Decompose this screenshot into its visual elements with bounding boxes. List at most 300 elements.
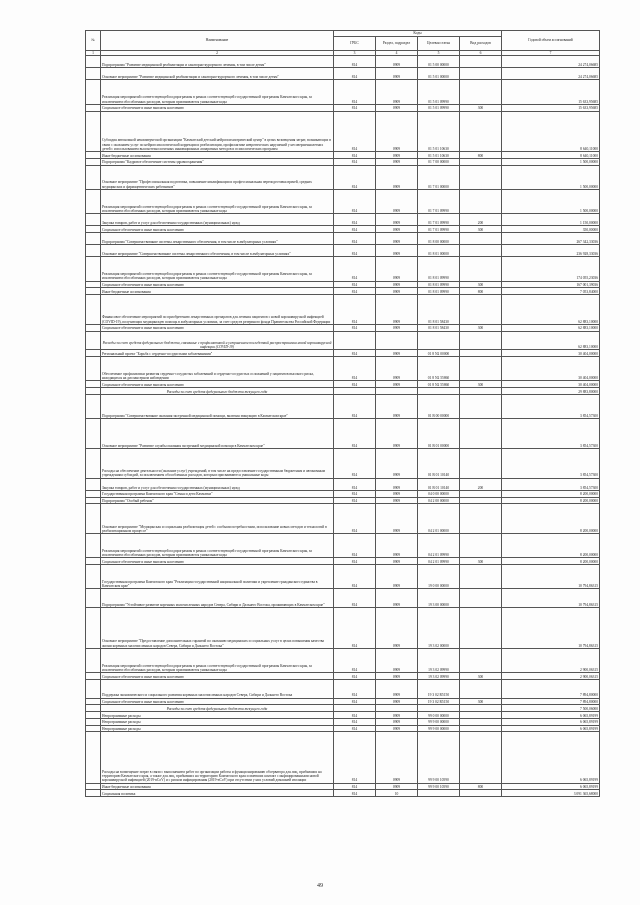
cell-expense-type: 200 — [460, 214, 502, 226]
cell-expense-type — [460, 565, 502, 589]
cell-amount: 15 633,95685 — [502, 104, 600, 111]
cell-expense-type — [460, 448, 502, 478]
cell-no — [86, 165, 101, 189]
cell-no — [86, 388, 101, 395]
cell-amount: 8 200,00000 — [502, 490, 600, 497]
table-row — [86, 165, 600, 189]
cell-no — [86, 158, 101, 165]
cell-razdel: 0909 — [376, 158, 418, 165]
cell-name: Основное мероприятие "Развитие медицинской реабилитации и санаторно-курортного лечения, в том числе детям" — [101, 68, 334, 80]
table-row — [86, 226, 600, 233]
table-row — [86, 214, 600, 226]
cell-no — [86, 324, 101, 331]
cell-expense-type — [460, 419, 502, 449]
header-expense-type: Вид расходов — [460, 37, 502, 51]
cell-razdel: 0909 — [376, 281, 418, 288]
table-row — [86, 80, 600, 104]
cell-grbs: 814 — [334, 712, 376, 719]
cell-expense-type — [460, 165, 502, 189]
cell-no — [86, 214, 101, 226]
table-row — [86, 608, 600, 649]
cell-grbs: 814 — [334, 589, 376, 608]
cell-razdel: 0909 — [376, 68, 418, 80]
cell-target-article: 04 2 01 00000 — [418, 504, 460, 534]
cell-no — [86, 152, 101, 159]
cell-grbs: 814 — [334, 490, 376, 497]
cell-name: Реализация мероприятий соответствующей подпрограммы в рамках соответствующей государственной программы Камчатского края, за исключением обособленных расходов, которым присваиваются уникальные коды — [101, 257, 334, 281]
table-row — [86, 68, 600, 80]
cell-expense-type — [460, 648, 502, 672]
cell-name: Основное мероприятие "Совершенствование системы лекарственного обеспечения, в том числе в амбулаторных условиях" — [101, 245, 334, 257]
cell-razdel: 0909 — [376, 533, 418, 557]
cell-razdel: 0909 — [376, 679, 418, 698]
cell-grbs: 814 — [334, 448, 376, 478]
cell-expense-type: 300 — [460, 324, 502, 331]
cell-no — [86, 233, 101, 245]
cell-grbs: 814 — [334, 158, 376, 165]
cell-razdel: 0909 — [376, 565, 418, 589]
table-row — [86, 381, 600, 388]
cell-razdel: 0909 — [376, 504, 418, 534]
cell-razdel: 0909 — [376, 233, 418, 245]
cell-razdel: 0909 — [376, 111, 418, 152]
cell-target-article: 19 3 00 00000 — [418, 589, 460, 608]
cell-grbs: 814 — [334, 648, 376, 672]
cell-name: Региональный проект "Борьба с сердечно-сосудистыми заболеваниями" — [101, 350, 334, 357]
cell-no — [86, 718, 101, 725]
cell-expense-type — [460, 394, 502, 418]
cell-expense-type — [460, 608, 502, 649]
cell-expense-type — [460, 56, 502, 68]
cell-grbs: 814 — [334, 783, 376, 790]
cell-amount: 7 894,80000 — [502, 698, 600, 705]
table-row — [86, 490, 600, 497]
cell-no — [86, 226, 101, 233]
cell-expense-type — [460, 490, 502, 497]
cell-razdel — [376, 705, 418, 712]
header-codes: Коды — [334, 31, 502, 37]
cell-expense-type: 300 — [460, 281, 502, 288]
cell-razdel: 0909 — [376, 104, 418, 111]
cell-no — [86, 565, 101, 589]
cell-name: Основное мероприятие "Профессиональная подготовка, повышение квалификации и профессиональная переподготовка врачей, средних медицинских и фармацевтических работников" — [101, 165, 334, 189]
header-num-5: 5 — [418, 51, 460, 56]
cell-amount: 62 883,10000 — [502, 324, 600, 331]
cell-grbs: 814 — [334, 324, 376, 331]
cell-amount: 8 200,00000 — [502, 558, 600, 565]
cell-razdel: 0909 — [376, 497, 418, 504]
table-row — [86, 104, 600, 111]
cell-amount: 8 640,11000 — [502, 152, 600, 159]
cell-name: Государственная программа Камчатского края "Семья и дети Камчатки" — [101, 490, 334, 497]
header-num-6: 6 — [460, 51, 502, 56]
cell-expense-type: 200 — [460, 478, 502, 490]
cell-name: Реализация мероприятий соответствующей подпрограммы в рамках соответствующей государственной программы Камчатского края, за исключением обособленных расходов, которым присваиваются уникальные коды — [101, 189, 334, 213]
table-row — [86, 152, 600, 159]
cell-target-article: 01 8 01 00000 — [418, 245, 460, 257]
cell-no — [86, 608, 101, 649]
table-header — [86, 31, 600, 56]
cell-expense-type — [460, 331, 502, 350]
table-row — [86, 732, 600, 783]
cell-grbs: 814 — [334, 214, 376, 226]
cell-grbs: 814 — [334, 152, 376, 159]
cell-expense-type — [460, 245, 502, 257]
cell-grbs: 814 — [334, 732, 376, 783]
cell-target-article: 19 0 00 00000 — [418, 565, 460, 589]
cell-target-article: 99 9 00 10590 — [418, 732, 460, 783]
cell-name: Основное мероприятие "Медицинская и социальная реабилитация детей с особыми потребностями, использование новых методов и технологий в реабилитационном процессе" — [101, 504, 334, 534]
cell-no — [86, 725, 101, 732]
cell-no — [86, 104, 101, 111]
cell-no — [86, 504, 101, 534]
cell-no — [86, 281, 101, 288]
cell-grbs: 814 — [334, 189, 376, 213]
cell-target-article: 01 7 01 09990 — [418, 226, 460, 233]
note-row — [86, 705, 600, 712]
note-row — [86, 388, 600, 395]
cell-amount: 3 854,57300 — [502, 419, 600, 449]
table-row — [86, 295, 600, 325]
cell-grbs: 814 — [334, 80, 376, 104]
table-row — [86, 478, 600, 490]
cell-grbs: 814 — [334, 565, 376, 589]
header-num-3: 3 — [334, 51, 376, 56]
cell-amount: 15 633,95685 — [502, 80, 600, 104]
cell-no — [86, 558, 101, 565]
cell-razdel: 0909 — [376, 394, 418, 418]
cell-razdel: 0909 — [376, 673, 418, 680]
cell-razdel: 0909 — [376, 165, 418, 189]
header-num-4: 4 — [376, 51, 418, 56]
cell-name: Государственная программа Камчатского края "Реализация государственной национальной политики и укрепление гражданского единства в Камчатском крае" — [101, 565, 334, 589]
cell-grbs: 814 — [334, 504, 376, 534]
cell-razdel: 0909 — [376, 558, 418, 565]
cell-expense-type — [460, 533, 502, 557]
cell-no — [86, 783, 101, 790]
cell-expense-type: 300 — [460, 104, 502, 111]
cell-target-article: 01 8 N2 55860 — [418, 381, 460, 388]
cell-no — [86, 533, 101, 557]
cell-razdel: 0909 — [376, 257, 418, 281]
table-row — [86, 790, 600, 797]
cell-razdel: 0909 — [376, 478, 418, 490]
cell-grbs: 814 — [334, 233, 376, 245]
cell-no — [86, 448, 101, 478]
cell-target-article: 01 7 01 09990 — [418, 189, 460, 213]
cell-name: Социальное обеспечение и иные выплаты населению — [101, 673, 334, 680]
cell-grbs: 814 — [334, 718, 376, 725]
cell-expense-type — [460, 295, 502, 325]
cell-expense-type: 300 — [460, 698, 502, 705]
cell-no — [86, 381, 101, 388]
cell-expense-type — [460, 712, 502, 719]
table-row — [86, 245, 600, 257]
cell-amount: 7 500,06000 — [502, 705, 600, 712]
cell-amount: 62 883,10000 — [502, 331, 600, 350]
cell-grbs: 814 — [334, 790, 376, 797]
cell-amount: 10 794,86315 — [502, 589, 600, 608]
cell-razdel: 0909 — [376, 80, 418, 104]
cell-grbs: 814 — [334, 257, 376, 281]
cell-amount: 3 091 365,68000 — [502, 790, 600, 797]
table-row — [86, 565, 600, 589]
cell-name: Иные бюджетные ассигнования — [101, 783, 334, 790]
cell-razdel: 0909 — [376, 648, 418, 672]
cell-grbs: 814 — [334, 281, 376, 288]
cell-expense-type — [460, 233, 502, 245]
cell-grbs: 814 — [334, 357, 376, 381]
table-row — [86, 712, 600, 719]
cell-grbs: 814 — [334, 558, 376, 565]
cell-grbs — [334, 705, 376, 712]
cell-name: Социальное обеспечение и иные выплаты населению — [101, 104, 334, 111]
cell-grbs: 814 — [334, 679, 376, 698]
table-row — [86, 111, 600, 152]
cell-amount: 1 500,00000 — [502, 158, 600, 165]
cell-target-article: 01 8 00 00000 — [418, 233, 460, 245]
cell-no — [86, 679, 101, 698]
cell-razdel: 0909 — [376, 448, 418, 478]
cell-expense-type: 800 — [460, 783, 502, 790]
cell-name: Закупка товаров, работ и услуг для обеспечения государственных (муниципальных) нужд — [101, 214, 334, 226]
cell-grbs: 814 — [334, 381, 376, 388]
table-row — [86, 158, 600, 165]
cell-name: Расходы на возмещение затрат в связи с выполнением работ по организации работы и функционированию обсерватора для лиц, прибывших на территорию Камчатского края, а также для лиц, прибывших на территорию Камчатского края и имевших контакт с инфицированными новой коронавирусной инфекцией (2019-nCoV) и с риском инфицирования (2019-nCoV) при отсутствии у них условий домашней изоляции — [101, 732, 334, 783]
cell-grbs: 814 — [334, 56, 376, 68]
table-row — [86, 698, 600, 705]
cell-expense-type — [460, 732, 502, 783]
cell-target-article: 01 8 01 09990 — [418, 288, 460, 295]
cell-name: Расходы за счет средств федерального бюджета, связанные с профилактикой и устранением последствий распространения новой коронавирусной инфекции (COVID-19) — [101, 331, 334, 350]
table-row — [86, 504, 600, 534]
cell-amount: 3 854,57300 — [502, 448, 600, 478]
cell-no — [86, 257, 101, 281]
cell-amount: 267 342,33036 — [502, 233, 600, 245]
cell-grbs: 814 — [334, 350, 376, 357]
cell-grbs — [334, 388, 376, 395]
header-no: № — [86, 31, 101, 51]
cell-expense-type — [460, 679, 502, 698]
cell-no — [86, 790, 101, 797]
cell-amount: 8 200,00000 — [502, 504, 600, 534]
cell-razdel: 0909 — [376, 381, 418, 388]
cell-expense-type — [460, 158, 502, 165]
cell-amount: 30 404,00000 — [502, 357, 600, 381]
cell-razdel: 0909 — [376, 608, 418, 649]
cell-razdel: 0909 — [376, 324, 418, 331]
cell-name: Социальное обеспечение и иные выплаты населению — [101, 381, 334, 388]
cell-razdel: 0909 — [376, 357, 418, 381]
cell-amount: 6 065,89199 — [502, 783, 600, 790]
cell-target-article: 99 0 00 00000 — [418, 712, 460, 719]
cell-name: Субсидия автономной некоммерческой организации "Камчатский детский нейропсихиатрический центр" в целях возмещения затрат, возникающих в связи с оказанием услуг по нейропсихологической коррекции и реабилитации, профилактике невротических нарушений у несовершеннолетних детей с использованием высокотехнологичных инновационных аппаратных методов и психологических программ — [101, 111, 334, 152]
cell-target-article: 19 3 02 09990 — [418, 673, 460, 680]
cell-target-article: 99 9 00 10590 — [418, 783, 460, 790]
table-row — [86, 679, 600, 698]
cell-amount: 62 883,10000 — [502, 295, 600, 325]
table-row — [86, 673, 600, 680]
cell-target-article — [418, 388, 460, 395]
cell-razdel: 10 — [376, 790, 418, 797]
cell-name: Реализация мероприятий соответствующей подпрограммы в рамках соответствующей государственной программы Камчатского края, за исключением обособленных расходов, которым присваиваются уникальные коды — [101, 533, 334, 557]
cell-amount: 8 640,11000 — [502, 111, 600, 152]
cell-amount: 174 055,23036 — [502, 257, 600, 281]
header-num-1: 1 — [86, 51, 101, 56]
cell-target-article: 99 9 00 00000 — [418, 725, 460, 732]
cell-razdel: 0909 — [376, 288, 418, 295]
cell-target-article: 19 3 02 R5150 — [418, 698, 460, 705]
cell-amount: 2 900,06315 — [502, 673, 600, 680]
cell-amount: 3 854,57300 — [502, 394, 600, 418]
cell-amount: 6 065,89199 — [502, 725, 600, 732]
cell-no — [86, 673, 101, 680]
cell-grbs: 814 — [334, 698, 376, 705]
cell-name: Расходы на обеспечение деятельности (оказание услуг) учреждений, в том числе на предоставление государственным бюджетным и автономным учреждениям субсидий, за исключением обособленных расходов, которым присваиваются уникальные коды — [101, 448, 334, 478]
cell-no — [86, 80, 101, 104]
cell-grbs: 814 — [334, 497, 376, 504]
cell-razdel — [376, 331, 418, 350]
cell-name: Социальная политика — [101, 790, 334, 797]
cell-razdel: 0909 — [376, 152, 418, 159]
cell-target-article: 04 2 01 09990 — [418, 533, 460, 557]
cell-amount: 236 928,33036 — [502, 245, 600, 257]
cell-razdel: 0909 — [376, 589, 418, 608]
cell-name: Непрограммные расходы — [101, 725, 334, 732]
header-num-2: 2 — [101, 51, 334, 56]
cell-target-article: 01 5 01 10630 — [418, 152, 460, 159]
cell-target-article: 04 0 00 00000 — [418, 490, 460, 497]
cell-no — [86, 394, 101, 418]
cell-no — [86, 419, 101, 449]
cell-no — [86, 732, 101, 783]
cell-grbs: 814 — [334, 104, 376, 111]
cell-amount: 8 200,00000 — [502, 497, 600, 504]
table-row — [86, 357, 600, 381]
table-row — [86, 56, 600, 68]
cell-name: Подпрограмма "Совершенствование оказания экстренной медицинской помощи, включая эвакуацию в Камчатском крае" — [101, 394, 334, 418]
cell-razdel: 0909 — [376, 214, 418, 226]
cell-grbs: 814 — [334, 226, 376, 233]
cell-expense-type — [460, 80, 502, 104]
cell-amount: 7 894,80000 — [502, 679, 600, 698]
cell-name: Непрограммные расходы — [101, 712, 334, 719]
table-row — [86, 718, 600, 725]
cell-name: Расходы за счет средств федерального бюджета текущего года — [101, 705, 334, 712]
cell-no — [86, 648, 101, 672]
cell-expense-type — [460, 725, 502, 732]
cell-expense-type — [460, 497, 502, 504]
cell-razdel — [376, 388, 418, 395]
cell-grbs: 814 — [334, 394, 376, 418]
cell-name: Закупка товаров, работ и услуг для обеспечения государственных (муниципальных) нужд — [101, 478, 334, 490]
cell-razdel: 0909 — [376, 56, 418, 68]
table-row — [86, 419, 600, 449]
cell-expense-type — [460, 350, 502, 357]
cell-target-article: 01 8 01 09990 — [418, 257, 460, 281]
cell-razdel: 0909 — [376, 189, 418, 213]
cell-amount: 30 404,00000 — [502, 350, 600, 357]
cell-target-article — [418, 705, 460, 712]
table-row — [86, 533, 600, 557]
header-grbs: ГРБС — [334, 37, 376, 51]
cell-target-article: 01 8 01 09990 — [418, 281, 460, 288]
cell-expense-type: 300 — [460, 673, 502, 680]
cell-expense-type — [460, 718, 502, 725]
cell-amount: 10 794,86315 — [502, 565, 600, 589]
table-row — [86, 288, 600, 295]
cell-amount: 167 001,39036 — [502, 281, 600, 288]
cell-name: Социальное обеспечение и иные выплаты населению — [101, 226, 334, 233]
cell-target-article: 01 5 01 00000 — [418, 68, 460, 80]
cell-target-article: 01 7 01 00000 — [418, 165, 460, 189]
cell-grbs: 814 — [334, 245, 376, 257]
cell-razdel: 0909 — [376, 725, 418, 732]
cell-no — [86, 705, 101, 712]
cell-amount: 7 053,84000 — [502, 288, 600, 295]
cell-no — [86, 288, 101, 295]
cell-grbs: 814 — [334, 165, 376, 189]
cell-target-article: 01 В 01 00000 — [418, 419, 460, 449]
table-row — [86, 324, 600, 331]
cell-grbs: 814 — [334, 533, 376, 557]
cell-razdel: 0909 — [376, 783, 418, 790]
cell-amount: 6 065,89199 — [502, 718, 600, 725]
cell-amount: 29 883,80000 — [502, 388, 600, 395]
table-row — [86, 257, 600, 281]
cell-no — [86, 698, 101, 705]
cell-name: Реализация мероприятий соответствующей подпрограммы в рамках соответствующей государственной программы Камчатского края, за исключением обособленных расходов, которым присваиваются уникальные коды — [101, 648, 334, 672]
cell-name: Подпрограмма "Устойчивое развитие коренных малочисленных народов Севера, Сибири и Дальнего Востока, проживающих в Камчатском крае" — [101, 589, 334, 608]
cell-expense-type — [460, 111, 502, 152]
cell-amount: 30 404,00000 — [502, 381, 600, 388]
cell-expense-type — [460, 257, 502, 281]
cell-razdel: 0909 — [376, 226, 418, 233]
cell-amount: 350,00000 — [502, 226, 600, 233]
cell-grbs: 814 — [334, 478, 376, 490]
cell-razdel: 0909 — [376, 295, 418, 325]
table-row — [86, 589, 600, 608]
table-row — [86, 281, 600, 288]
cell-grbs: 814 — [334, 295, 376, 325]
cell-grbs: 814 — [334, 725, 376, 732]
cell-name: Расходы за счет средств федерального бюджета текущего года — [101, 388, 334, 395]
cell-expense-type — [460, 357, 502, 381]
cell-no — [86, 589, 101, 608]
cell-grbs: 814 — [334, 111, 376, 152]
table-row — [86, 497, 600, 504]
header-name: Наименование — [101, 31, 334, 51]
cell-target-article: 19 3 02 R5150 — [418, 679, 460, 698]
cell-target-article: 01 5 01 10630 — [418, 111, 460, 152]
header-target-article: Целевая статья — [418, 37, 460, 51]
cell-razdel: 0909 — [376, 350, 418, 357]
note-row — [86, 331, 600, 350]
cell-amount: 3 854,57300 — [502, 478, 600, 490]
table-row — [86, 189, 600, 213]
cell-razdel: 0909 — [376, 718, 418, 725]
cell-amount: 1 150,00000 — [502, 214, 600, 226]
cell-target-article: 01 В 00 00000 — [418, 394, 460, 418]
table-row — [86, 350, 600, 357]
table-row — [86, 233, 600, 245]
cell-razdel: 0909 — [376, 490, 418, 497]
cell-no — [86, 295, 101, 325]
cell-expense-type — [460, 388, 502, 395]
cell-amount: 2 900,06315 — [502, 648, 600, 672]
table-row — [86, 783, 600, 790]
cell-razdel: 0909 — [376, 245, 418, 257]
